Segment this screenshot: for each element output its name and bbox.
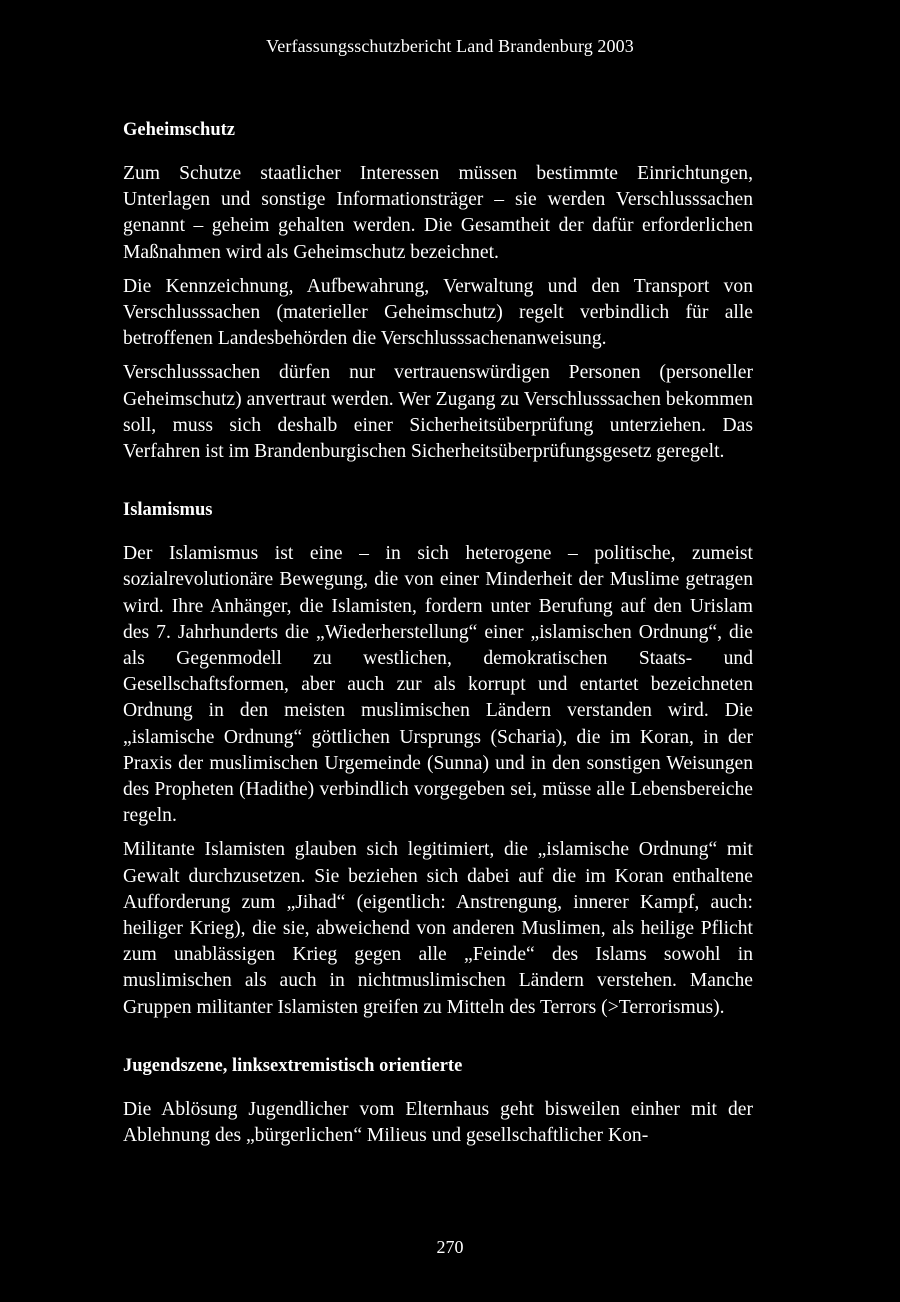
paragraph: Verschlusssachen dürfen nur vertrauenswürdigen Personen (personeller Geheimschutz) anvertraut werden. Wer Zugang zu Verschlusssachen bekommen soll, muss sich deshalb einer Sicherheitsüberprüfung unterziehen. Das Verfahren ist im Brandenburgischen Sicherheitsüberprüfungsgesetz geregelt.	[123, 362, 753, 463]
paragraph: Die Ablösung Jugendlicher vom Elternhaus geht bisweilen einher mit der Ablehnung des „bürgerlichen“ Milieus und gesellschaftlicher Kon-	[123, 1098, 753, 1147]
section-heading: Geheimschutz	[123, 120, 236, 140]
section-islamismus	[123, 500, 753, 1021]
section-heading: Jugendszene, linksextremistisch orientierte	[123, 1055, 463, 1076]
section-heading: Islamismus	[123, 500, 213, 521]
page-number: 270	[436, 1237, 464, 1257]
page-body	[123, 120, 753, 1149]
paragraph: Zum Schutze staatlicher Interessen müssen bestimmte Einrichtungen, Unterlagen und sonstige Informationsträger – sie werden Verschlusssachen genannt – geheim gehalten werden. Die Gesamtheit der dafür erforderlichen Maßnahmen wird als Geheimschutz bezeichnet.	[123, 163, 753, 263]
section-geheimschutz	[123, 120, 753, 465]
running-header: Verfassungsschutzbericht Land Brandenburg 2003	[266, 36, 634, 56]
paragraph: Der Islamismus ist eine – in sich heterogene – politische, zumeist sozialrevolutionäre Bewegung, die von einer Minderheit der Muslime getragen wird. Ihre Anhänger, die Islamisten, fordern unter Berufung auf den Urislam des 7. Jahrhunderts die „Wiederherstellung“ einer „islamischen Ordnung“, die als Gegenmodell zu westlichen, demokratischen Staats- und Gesellschaftsformen, aber auch zur als korrupt und entartet bezeichneten Ordnung in den meisten muslimischen Ländern verstanden wird. Die „islamische Ordnung“ göttlichen Ursprungs (Scharia), die im Koran, in der Praxis der muslimischen Urgemeinde (Sunna) und in den sonstigen Weisungen des Propheten (Hadithe) verbindlich vorgegeben sei, müsse alle Lebensbereiche regeln.	[123, 543, 753, 827]
paragraph: Die Kennzeichnung, Aufbewahrung, Verwaltung und den Transport von Verschlusssachen (materieller Geheimschutz) regelt verbindlich für alle betroffenen Landesbehörden die Verschlusssachenanweisung.	[123, 275, 753, 350]
section-jugendszene	[123, 1056, 753, 1149]
paragraph: Militante Islamisten glauben sich legitimiert, die „islamische Ordnung“ mit Gewalt durchzusetzen. Sie beziehen sich dabei auf die im Koran enthaltene Aufforderung zum „Jihad“ (eigentlich: Anstrengung, innerer Kampf, auch: heiliger Krieg), die sie, abweichend von anderen Muslimen, als heilige Pflicht zum unablässigen Krieg gegen alle „Feinde“ des Islams sowohl in muslimischen als auch in nichtmuslimischen Ländern verstehen. Manche Gruppen militanter Islamisten greifen zu Mitteln des Terrors (>Terrorismus).	[123, 839, 753, 1018]
